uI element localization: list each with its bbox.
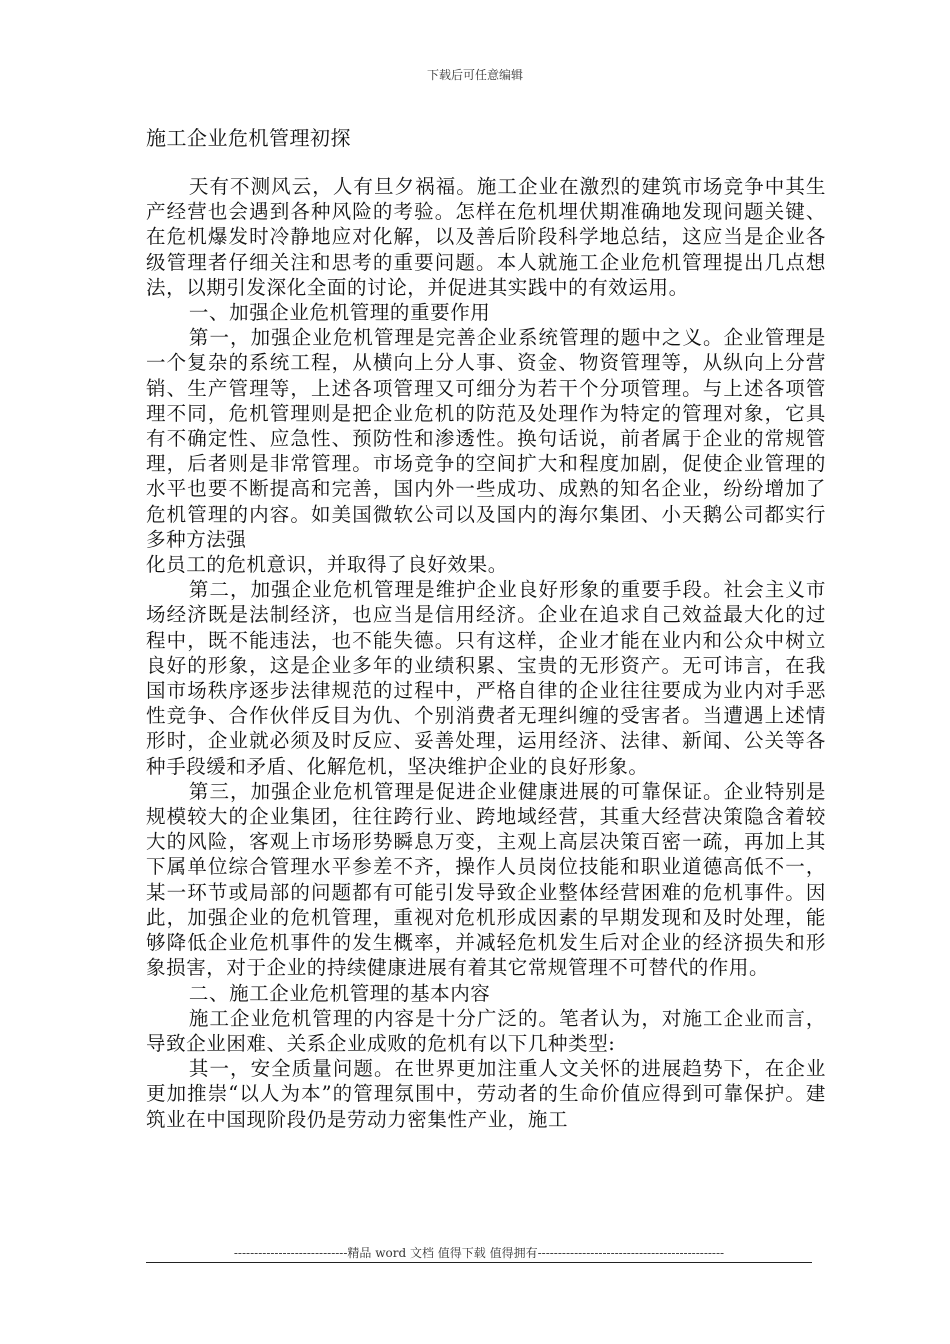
paragraph-crisis-types: 施工企业危机管理的内容是十分广泛的。笔者认为，对施工企业而言，导致企业困难、关系企业成败的危机有以下几种类型: (146, 1006, 826, 1055)
page-header: 下载后可任意编辑 (426, 68, 523, 82)
paragraph-third: 第三，加强企业危机管理是促进企业健康进展的可靠保证。企业特别是规模较大的企业集团，往往跨行业、跨地域经营，其重大经营决策隐含着较大的风险，客观上市场形势瞬息万变，主观上高层决策百密一疏，再加上其下属单位综合管理水平参差不齐，操作人员岗位技能和职业道德高低不一，某一环节或局部的问题都有可能引发导致企业整体经营困难的危机事件。因此，加强企业的危机管理，重视对危机形成因素的早期发现和及时处理，能够降低企业危机事件的发生概率，并减轻危机发生后对企业的经济损失和形象损害，对于企业的持续健康进展有着其它常规管理不可替代的作用。 (146, 779, 826, 980)
document-title: 施工企业危机管理初探 (146, 126, 351, 150)
paragraph-first: 第一，加强企业危机管理是完善企业系统管理的题中之义。企业管理是一个复杂的系统工程，从横向上分人事、资金、物资管理等，从纵向上分营销、生产管理等，上述各项管理又可细分为若干个分项管理。与上述各项管理不同，危机管理则是把企业危机的防范及处理作为特定的管理对象，它具有不确定性、应急性、预防性和渗透性。换句话说，前者属于企业的常规管理，后者则是非常管理。市场竞争的空间扩大和程度加剧，促使企业管理的水平也要不断提高和完善，国内外一些成功、成熟的知名企业，纷纷增加了危机管理的内容。如美国微软公司以及国内的海尔集团、小天鹅公司都实行多种方法强 (146, 326, 826, 551)
section-heading-2: 二、施工企业危机管理的基本内容 (188, 981, 491, 1005)
paragraph-safety-quality: 其一，安全质量问题。在世界更加注重人文关怀的进展趋势下，在企业更加推崇“以人为本”的管理氛围中，劳动者的生命价值应得到可靠保护。建筑业在中国现阶段仍是劳动力密集性产业，施工 (146, 1057, 826, 1131)
footer-divider (146, 1262, 812, 1263)
paragraph-first-continued: 化员工的危机意识，并取得了良好效果。 (146, 553, 508, 577)
page-footer: ----------------------------精品 word 文档 值得下载 值得拥有---------------------------------------------- (233, 1246, 725, 1260)
section-heading-1: 一、加强企业危机管理的重要作用 (188, 301, 491, 325)
paragraph-intro: 天有不测风云，人有旦夕祸福。施工企业在激烈的建筑市场竞争中其生产经营也会遇到各种风险的考验。怎样在危机埋伏期准确地发现问题关键、在危机爆发时冷静地应对化解，以及善后阶段科学地总结，这应当是企业各级管理者仔细关注和思考的重要问题。本人就施工企业危机管理提出几点想法，以期引发深化全面的讨论，并促进其实践中的有效运用。 (146, 175, 826, 299)
paragraph-second: 第二，加强企业危机管理是维护企业良好形象的重要手段。社会主义市场经济既是法制经济，也应当是信用经济。企业在追求自己效益最大化的过程中，既不能违法，也不能失德。只有这样，企业才能在业内和公众中树立良好的形象，这是企业多年的业绩积累、宝贵的无形资产。无可讳言，在我国市场秩序逐步法律规范的过程中，严格自律的企业往往要成为业内对手恶性竞争、合作伙伴反目为仇、个别消费者无理纠缠的受害者。当遭遇上述情形时，企业就必须及时反应、妥善处理，运用经济、法律、新闻、公关等各种手段缓和矛盾、化解危机，坚决维护企业的良好形象。 (146, 578, 826, 778)
document-body (146, 174, 826, 1132)
